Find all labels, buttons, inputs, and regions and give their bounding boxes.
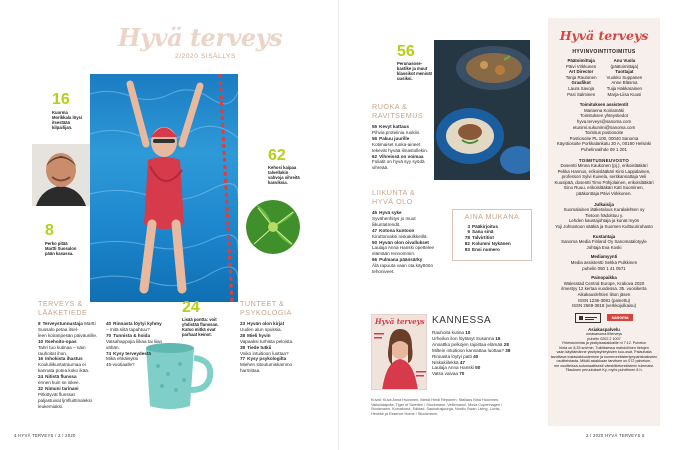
staff-role: Anu Vuola	[613, 58, 636, 63]
kannessa-title: Vatsa vaivaa	[432, 371, 460, 377]
toc-description: Martti Suosalo petaa itsel-	[38, 321, 96, 332]
text-line: Kuusipää, dosentti Timo Pöhjolainen, erikoislääkäri	[554, 179, 654, 185]
heading-line: RAVITSEMUS	[372, 110, 424, 120]
board-block	[548, 158, 660, 197]
caption-line: yhdistää flunssan.	[182, 322, 219, 328]
caption-line: Perunasose-	[397, 61, 423, 66]
aina-mukana-box	[452, 209, 532, 261]
portrait-photo	[32, 144, 90, 206]
staff-col-right	[607, 58, 643, 97]
toc-description: Vapaaksi turhista peloista.	[240, 338, 294, 344]
sanoma-logo: sanoma	[607, 314, 632, 321]
text-line: hyva.terveys@sanoma.com	[576, 118, 632, 124]
kannessa-title: Rauhoita kutina	[432, 330, 466, 335]
toc-title: Itsehoito-opas	[45, 338, 77, 344]
toc-page-number: 6	[467, 229, 470, 235]
issue-label: 2/2020 SISÄLLYS	[175, 53, 236, 60]
toc-page-number: 38	[240, 344, 246, 350]
staff-name: Tanja Rautonen	[565, 74, 597, 80]
toc-title: Vihreissä on voimaa	[379, 153, 424, 159]
toc-page-number: 82	[464, 241, 470, 247]
kannessa-title: Rinnasta löytyi patti	[432, 353, 474, 359]
toc-page-number: 78	[464, 235, 470, 241]
media-lines	[548, 260, 660, 271]
kannessa-list	[432, 330, 542, 377]
kustantaja-block	[548, 234, 660, 251]
toc-page-number: 3	[467, 223, 470, 229]
toc-description: tehoniveet.	[372, 269, 395, 275]
block-heading: Painopaikka	[591, 275, 617, 281]
text-line: ilmestyy 12 kertaa vuodessa. 35. vuosikerta	[561, 286, 647, 292]
assistants-lines	[548, 108, 660, 153]
callout-8-caption	[45, 241, 76, 256]
heading-line: TUNTEET &	[240, 299, 285, 308]
caption-line: Lisää pontta: voit	[182, 317, 217, 322]
toc-entry	[372, 165, 456, 171]
staff-role: Päätoimittaja	[567, 58, 595, 63]
swimmer-photo	[90, 74, 238, 302]
text-line: puhelin 050 1 41 0571	[582, 265, 626, 271]
aina-mukana-entry	[461, 247, 531, 253]
text-line: pääkonttaja Päivi Virkkunen.	[576, 191, 632, 197]
toc-title: Pakuu juurille	[379, 135, 410, 141]
toc-page-number: 62	[372, 153, 378, 159]
kannessa-title: Niskakiilekkä	[432, 359, 460, 365]
staff-name: Vuokko Suppanen	[606, 74, 643, 80]
caption-line: Martti Suosalon	[45, 246, 77, 252]
toc-title: Hyvän olon kirjat	[247, 321, 285, 326]
callout-56-caption	[397, 61, 432, 81]
credit-line: Stockmann. Korvakorut, Edblad. Saukutusjuurga, Nordic Swan Living, Lovisi,	[371, 407, 501, 412]
kustantaja-lines	[548, 239, 660, 250]
masthead-panel	[548, 18, 660, 426]
text-line: Tilauksen peruutukset Ky, myös puhelimen 8 h.	[565, 368, 643, 373]
toc-description: Pitkittyvät flunssat	[38, 391, 75, 397]
media-assoc-logo	[575, 313, 601, 323]
text-line: Tietoon hädoittuu y.	[584, 212, 624, 218]
staff-name: Marja-Liisa Kuusi	[607, 91, 642, 97]
text-line: tavoittava tosiasiakkuutemme ja numerorekisteriymparistoakseen	[550, 354, 658, 359]
staff-name: Pasi Salminen	[567, 91, 596, 97]
toc-title: Terveystunnustaja	[42, 321, 83, 326]
text-line: Toimituksen yhteystiedot	[580, 113, 628, 119]
kannessa-page: 47	[459, 359, 465, 365]
callout-16-caption	[52, 110, 82, 130]
masthead-heading: HYVINVOINTITOIMITUS	[572, 49, 636, 55]
toc-description: Foliatit on hyvä syy syödä	[372, 159, 425, 165]
cover-title: Hyvä terveys	[375, 317, 425, 326]
assistants-block	[548, 102, 660, 152]
toc-description: kannata potea koko ikää.	[38, 368, 90, 374]
caption-line: Kehosi kaipaa	[268, 165, 297, 170]
heading-line: LIIKUNTA &	[372, 188, 416, 197]
print-block	[548, 275, 660, 309]
toc-title: Hyvän olon oivallukset	[379, 239, 429, 245]
staff-name: Tuija Hakkarainen	[606, 85, 642, 91]
customer-service-lines	[548, 332, 660, 373]
toc-page-number: 10	[38, 338, 44, 344]
caption-line: Morikkala löysi	[52, 115, 83, 121]
text-line: Yoji Johtostoon sääkiä ja Suomen Kulttuurirahasto	[555, 224, 653, 230]
toc-description: leen koiranpesän päiväunille.	[38, 332, 98, 338]
aina-mukana-list	[453, 224, 531, 254]
toc-title: Sana sinä	[472, 229, 494, 235]
right-page-footer: 2 / 2020 HYVÄ TERVEYS 5	[586, 433, 645, 438]
greens-photo	[246, 200, 300, 254]
toc-page-number: 28	[240, 332, 246, 338]
caption-line: kilpailijan.	[52, 125, 73, 131]
section-liikunta-heading	[372, 189, 415, 206]
toc-page-number: 70	[106, 332, 112, 338]
toc-entry	[240, 368, 324, 374]
toc-description: tekevät hyvää ilmastollekin.	[372, 147, 428, 153]
toc-title: Kotona kuntoon	[379, 227, 415, 233]
block-heading: Mediamyynti	[590, 254, 618, 260]
toc-page-number: 77	[240, 356, 246, 362]
kannessa-title: Urheilun ilon löytänyt Susanna	[432, 335, 496, 341]
spread-gutter	[338, 0, 339, 450]
text-line: Marianna Koiriamäki	[583, 107, 625, 113]
toc-description: vähän.	[106, 344, 120, 350]
kannessa-title: Laulaja Anna Hanski	[432, 365, 476, 371]
kannessa-page: 10	[465, 330, 471, 335]
toc-page-number: 56	[372, 135, 378, 141]
masthead-logo: Hyvä terveys	[559, 28, 649, 43]
callout-62-number: 62	[268, 147, 286, 164]
toc-title: Nimuni tarinani	[45, 385, 79, 391]
callout-16-number: 16	[52, 91, 70, 108]
text-line: Media assistentti Sekka Pulkkinen	[570, 260, 638, 265]
text-line: ISSN 2669-3818 (verkkojulkaisu)	[571, 303, 637, 309]
staff-name: Anne Bläsma	[611, 80, 638, 86]
kannessa-page: 70	[459, 371, 465, 377]
media-block	[548, 254, 660, 271]
board-lines	[548, 163, 660, 197]
publisher-block	[548, 202, 660, 230]
text-line: Puhelinvaihde 09 1 201	[581, 146, 627, 152]
text-line: Yhteistoiminta ja yksityisasiakkaille ni 7:12. Puhelun	[561, 341, 647, 346]
toc-title: Ensi numero	[472, 247, 500, 253]
toc-page-number: 66	[372, 257, 378, 263]
text-line: Eino Ruuu, erikoislääkäri Kati Suominen,	[564, 185, 644, 191]
staff-col-left	[566, 58, 597, 97]
toc-page-number: 45	[372, 210, 378, 215]
toc-title: Pääkirjoitus	[472, 223, 499, 229]
caption-line: pään kasassa.	[45, 251, 74, 257]
callout-62-caption	[268, 165, 300, 185]
kannessa-title: Annattko pelkojen rajoittaa elämää	[432, 341, 504, 347]
toc-title: Tunnista & hoida	[113, 332, 151, 338]
heading-line: LÄÄKETIEDE	[38, 307, 88, 317]
text-line: omasanoma.fi/terveys	[585, 332, 623, 337]
toc-description: Älä rapuuta vaan ota käyttöön	[372, 263, 434, 269]
text-line: osoitteistasta. Mikäli asiakkaan tarvitsee on 072 palvelum-	[556, 359, 652, 364]
swimmer-illustration	[90, 74, 238, 302]
text-line: Dosentti Minna Kaukonen (pj.), erikoislääkäri	[560, 163, 648, 169]
photo-credits	[371, 398, 543, 417]
callout-24-caption	[182, 317, 219, 337]
callout-24-number: 24	[182, 299, 200, 316]
toc-page-number: 50	[372, 239, 378, 245]
heading-line: TERVEYS &	[38, 299, 83, 308]
block-heading: Asiakaspalvelu	[588, 326, 620, 332]
text-line: Walesstad Central Europe, Krakova 2020	[563, 280, 645, 286]
magazine-logo: Hyvä terveys	[118, 23, 283, 52]
toc-entry	[372, 269, 462, 275]
publisher-lines	[548, 207, 660, 229]
section-ruoka-heading	[372, 103, 423, 120]
callout-56-number: 56	[397, 43, 415, 60]
section-terveys-heading	[38, 300, 87, 317]
block-heading: Julkaisija	[594, 201, 614, 207]
toc-description: vihreää.	[372, 165, 389, 171]
toc-title: Inhokista ihastus	[45, 356, 83, 362]
toc-description: paljastuivat ljmfluittinaleksi	[38, 397, 92, 403]
toc-entry	[106, 362, 176, 368]
block-heading: TOIMITUSNEUVOSTO	[578, 157, 630, 163]
section-tunteet-heading	[240, 300, 292, 317]
text-line: Toimitus postiosoite	[584, 130, 624, 136]
toc-page-number: 24	[38, 374, 44, 380]
section-terveys-list	[38, 321, 110, 410]
toc-description: Pihvia proteiinia ruokiin.	[372, 129, 421, 135]
toc-title: Kevyt kattaus	[379, 124, 409, 129]
caption-line: kastike ja muut	[397, 66, 428, 72]
caption-line: Kuorma	[52, 110, 68, 115]
text-line: vaan käyttämänne yksityisyhteyksien kuu-osat, Palautusta	[556, 350, 652, 355]
staff-role: Art Director	[568, 69, 594, 75]
text-line: etunimi.sukunimi@sanoma.com	[572, 124, 636, 130]
logos-row	[548, 313, 660, 323]
caption-line: uusiksi.	[397, 76, 413, 82]
caption-line: parhaat keinot.	[182, 332, 212, 338]
heading-line: RUOKA &	[372, 102, 408, 111]
toc-description: Kiruttomaksi niskakilkkeillä.	[372, 233, 428, 239]
toc-title: Hyvä syke	[379, 210, 402, 215]
section-tunteet-list	[240, 321, 324, 374]
kannessa-title: Miltein intuitioon kannattaa luottaa?	[432, 347, 506, 353]
caption-line: Katso mitkä ovat	[182, 327, 216, 333]
section-terveys-list-2	[106, 321, 176, 368]
staff-name: (päätoimittaja)	[610, 63, 639, 69]
toc-description: Koululiikuntatraumaa ei	[38, 362, 86, 368]
caption-line: kasviksia.	[268, 180, 288, 186]
toc-description: leukemiaksi.	[38, 403, 64, 409]
toc-description: liikuntatrendit.	[372, 221, 401, 227]
credit-line: Vaikuistaputa, Tiger of Sweden / Stockmann. Veliemanni, Mosa Copenhagen /	[371, 402, 503, 407]
assoc-logo-icon	[579, 315, 597, 321]
toc-page-number: 8	[38, 321, 41, 326]
callout-8-number: 8	[45, 222, 54, 239]
text-line: Postiosoite PL 100, 00040 Sanoma	[569, 135, 639, 141]
toc-page-number: 47	[372, 227, 378, 233]
portrait-illustration	[32, 144, 90, 206]
caption-line: klassikot menivät	[397, 71, 432, 77]
kannessa-page: 16	[495, 335, 501, 341]
staff-role: Graafikot	[571, 80, 591, 86]
text-line: hinta on 8,35 snt/min. Tulkittaessa mahdollinen tietojen	[559, 345, 649, 350]
text-line: ISSN 1236-3081 (painettu)	[577, 297, 631, 303]
toc-description: elämään rennommin.	[372, 251, 416, 257]
toc-description: 45-vuotiaalle?	[106, 362, 135, 368]
toc-entry	[38, 404, 110, 410]
toc-description: Voiko intuitioon luottaa?	[240, 350, 289, 356]
staff-name: Laura Savoja	[568, 85, 595, 91]
staff-role: Tuottajat	[615, 69, 634, 75]
toc-page-number: 55	[372, 124, 378, 129]
text-line: professori Sylvi Kuivela, seritkannattaja Veli	[561, 174, 647, 180]
kannessa-page: 38	[505, 347, 511, 353]
section-ruoka-list	[372, 124, 456, 171]
toc-page-number: 83	[464, 247, 470, 253]
toc-description: Miehen sitoutumiskammo	[240, 362, 293, 368]
caption-line: talvellakin	[268, 170, 289, 176]
cover-thumbnail	[371, 314, 427, 390]
toc-title: Kysy terveydestä	[113, 350, 151, 356]
block-heading: Kustantaja	[592, 233, 616, 239]
left-page-footer: 4 HYVÄ TERVEYS / 2 / 2020	[14, 433, 76, 438]
kannessa-page: 28	[503, 341, 509, 347]
toc-title: Tiede tutkii	[247, 344, 272, 350]
kannessa-entry	[432, 371, 542, 377]
toc-title: Nitistä flunssa	[45, 374, 77, 380]
toc-page-number: 40	[106, 321, 112, 326]
toc-title: Pulmana päänsärky	[379, 257, 423, 263]
text-line: Käyntiosoite Porkkalankatu 20 A, 00180 Helsinki	[556, 141, 652, 147]
credit-line: Henkke ja Essence Home / Stockmann.	[371, 412, 438, 417]
aina-mukana-heading: AINA MUKANA	[464, 212, 520, 221]
toc-description: Tahri tuo kutinaa – näin	[38, 344, 86, 350]
toc-page-number: 74	[106, 350, 112, 356]
block-heading: Toimituksen assistentit	[579, 102, 629, 108]
text-line: Lehden kaustajohtaja ja kunat myös	[568, 218, 640, 224]
toc-description: Syvähenhitys jo muut	[372, 215, 416, 221]
section-liikunta-list	[372, 210, 462, 275]
caption-line: Perko pitää	[45, 241, 68, 246]
toc-title: Talvirtitiot	[472, 235, 494, 241]
kannessa-page: 50	[475, 365, 481, 371]
text-line: Aikakauslehtien liiton jäsen	[577, 291, 631, 297]
text-line: Johtaja Eva Koski	[586, 244, 622, 250]
toc-title: Kysy psykologilta	[247, 356, 287, 362]
staff-columns	[548, 58, 660, 97]
greens-illustration	[246, 200, 300, 254]
print-lines	[548, 281, 660, 309]
toc-description: Vatsahappojia liikaa tai liian	[106, 338, 163, 344]
toc-title: Rinnasta löytyi kyhmy	[113, 321, 162, 326]
credit-line: Kuvat: Kuva Anna Huovinen, Mekki Heidi Reponen. Stailaus Nina Huovinen,	[371, 398, 500, 402]
heading-line: HYVÄ OLO	[372, 196, 413, 206]
toc-description: ennen kuin se iskee.	[38, 380, 80, 386]
text-line: Pekka Hannus, erikoislääkäri Kirsi Lappalainen,	[557, 168, 651, 174]
text-line: puhelin 0202 2 1007	[587, 336, 621, 341]
toc-description: Uuden alun opuksia.	[240, 326, 282, 332]
toc-title: Kolumni Nykänen	[472, 241, 511, 247]
toc-entry	[38, 321, 110, 333]
heading-line: PSYKOLOGIA	[240, 307, 292, 317]
toc-page-number: 32	[38, 385, 44, 391]
toc-description: Mikä ehkäisyksi	[106, 356, 139, 362]
toc-description: rauhoitat ihon.	[38, 350, 68, 356]
customer-service-block	[548, 327, 660, 373]
toc-description: harmittaa.	[240, 368, 261, 374]
caption-line: vahvoja vihreitä	[268, 175, 300, 181]
text-line: me osoitteissa automaattisesti väestötietorekisterin tulemaisi.	[554, 363, 654, 368]
caption-line: itsestään	[52, 120, 71, 126]
toc-page-number: 16	[38, 356, 44, 362]
cover-illustration	[372, 315, 427, 390]
text-line: Sanoma Media Finland Oy Sanomatalotyyle	[561, 239, 647, 245]
toc-title: Mieli hyvin	[247, 332, 271, 338]
staff-name: Päivi Virkkunen	[566, 63, 597, 69]
kannessa-heading: KANNESSA	[432, 315, 492, 326]
toc-page-number: 23	[240, 321, 246, 326]
toc-description: Kotimaiset ruoka-aineet	[372, 141, 421, 147]
text-line: Suomalainen lääketalous Kuralalehten oy	[563, 207, 645, 213]
kannessa-page: 40	[473, 353, 479, 359]
toc-description: Laulaja Anna Hanski opettelee	[372, 245, 435, 251]
toc-description: – mitä siitä tapahtuu?	[106, 326, 150, 332]
